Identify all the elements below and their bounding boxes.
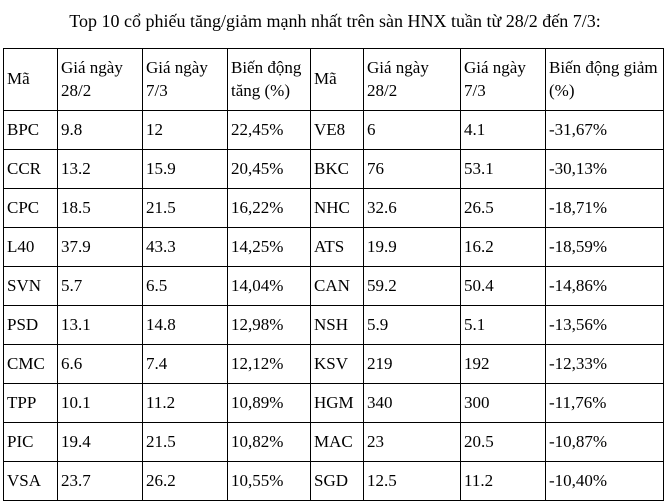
gainer-code: BPC bbox=[4, 111, 58, 150]
gainer-price-28-2: 9.8 bbox=[58, 111, 143, 150]
header-loser-change-pct: Biến động giảm (%) bbox=[546, 49, 664, 111]
table-row bbox=[4, 150, 664, 189]
loser-change-pct: -14,86% bbox=[546, 267, 664, 306]
loser-code: MAC bbox=[311, 423, 364, 462]
loser-code: SGD bbox=[311, 462, 364, 501]
loser-code: KSV bbox=[311, 345, 364, 384]
gainer-change-pct: 12,98% bbox=[228, 306, 311, 345]
gainer-code: PSD bbox=[4, 306, 58, 345]
table-row bbox=[4, 462, 664, 501]
loser-price-28-2: 5.9 bbox=[364, 306, 461, 345]
gainer-change-pct: 10,89% bbox=[228, 384, 311, 423]
gainer-code: CPC bbox=[4, 189, 58, 228]
gainer-price-28-2: 13.2 bbox=[58, 150, 143, 189]
loser-price-28-2: 23 bbox=[364, 423, 461, 462]
gainer-change-pct: 14,25% bbox=[228, 228, 311, 267]
gainer-price-28-2: 5.7 bbox=[58, 267, 143, 306]
gainer-price-7-3: 21.5 bbox=[143, 189, 228, 228]
loser-code: CAN bbox=[311, 267, 364, 306]
gainer-price-28-2: 23.7 bbox=[58, 462, 143, 501]
loser-price-7-3: 20.5 bbox=[461, 423, 546, 462]
loser-change-pct: -10,87% bbox=[546, 423, 664, 462]
header-loser-price-7-3: Giá ngày 7/3 bbox=[461, 49, 546, 111]
loser-price-28-2: 6 bbox=[364, 111, 461, 150]
loser-code: BKC bbox=[311, 150, 364, 189]
header-gainer-price-28-2: Giá ngày 28/2 bbox=[58, 49, 143, 111]
gainer-price-7-3: 21.5 bbox=[143, 423, 228, 462]
loser-change-pct: -10,40% bbox=[546, 462, 664, 501]
loser-price-7-3: 11.2 bbox=[461, 462, 546, 501]
gainer-price-7-3: 15.9 bbox=[143, 150, 228, 189]
table-row bbox=[4, 189, 664, 228]
loser-price-7-3: 4.1 bbox=[461, 111, 546, 150]
loser-price-7-3: 16.2 bbox=[461, 228, 546, 267]
gainer-change-pct: 14,04% bbox=[228, 267, 311, 306]
header-loser-price-28-2: Giá ngày 28/2 bbox=[364, 49, 461, 111]
table-row bbox=[4, 306, 664, 345]
stock-table bbox=[3, 48, 664, 501]
loser-price-7-3: 53.1 bbox=[461, 150, 546, 189]
gainer-change-pct: 16,22% bbox=[228, 189, 311, 228]
table-row bbox=[4, 228, 664, 267]
loser-code: VE8 bbox=[311, 111, 364, 150]
gainer-code: PIC bbox=[4, 423, 58, 462]
gainer-price-7-3: 26.2 bbox=[143, 462, 228, 501]
gainer-price-28-2: 13.1 bbox=[58, 306, 143, 345]
gainer-price-7-3: 6.5 bbox=[143, 267, 228, 306]
gainer-change-pct: 12,12% bbox=[228, 345, 311, 384]
header-gainer-change-pct: Biến động tăng (%) bbox=[228, 49, 311, 111]
table-row bbox=[4, 345, 664, 384]
loser-change-pct: -18,59% bbox=[546, 228, 664, 267]
table-row bbox=[4, 267, 664, 306]
loser-price-7-3: 192 bbox=[461, 345, 546, 384]
loser-change-pct: -13,56% bbox=[546, 306, 664, 345]
loser-code: NSH bbox=[311, 306, 364, 345]
loser-change-pct: -12,33% bbox=[546, 345, 664, 384]
header-row bbox=[4, 49, 664, 111]
page-title: Top 10 cổ phiếu tăng/giảm mạnh nhất trên sàn HNX tuần từ 28/2 đến 7/3: bbox=[69, 11, 601, 31]
gainer-code: CCR bbox=[4, 150, 58, 189]
gainer-change-pct: 22,45% bbox=[228, 111, 311, 150]
header-gainer-price-7-3: Giá ngày 7/3 bbox=[143, 49, 228, 111]
gainer-change-pct: 10,82% bbox=[228, 423, 311, 462]
loser-code: HGM bbox=[311, 384, 364, 423]
loser-price-7-3: 26.5 bbox=[461, 189, 546, 228]
gainer-code: SVN bbox=[4, 267, 58, 306]
gainer-price-7-3: 14.8 bbox=[143, 306, 228, 345]
gainer-change-pct: 10,55% bbox=[228, 462, 311, 501]
gainer-change-pct: 20,45% bbox=[228, 150, 311, 189]
gainer-price-28-2: 6.6 bbox=[58, 345, 143, 384]
loser-price-7-3: 50.4 bbox=[461, 267, 546, 306]
loser-price-7-3: 5.1 bbox=[461, 306, 546, 345]
gainer-price-7-3: 12 bbox=[143, 111, 228, 150]
gainer-code: CMC bbox=[4, 345, 58, 384]
gainer-price-28-2: 18.5 bbox=[58, 189, 143, 228]
gainer-price-28-2: 10.1 bbox=[58, 384, 143, 423]
header-loser-code: Mã bbox=[311, 49, 364, 111]
gainer-code: TPP bbox=[4, 384, 58, 423]
loser-change-pct: -11,76% bbox=[546, 384, 664, 423]
gainer-code: L40 bbox=[4, 228, 58, 267]
loser-price-28-2: 219 bbox=[364, 345, 461, 384]
loser-price-28-2: 19.9 bbox=[364, 228, 461, 267]
loser-code: ATS bbox=[311, 228, 364, 267]
table-row bbox=[4, 111, 664, 150]
gainer-price-7-3: 7.4 bbox=[143, 345, 228, 384]
gainer-price-7-3: 43.3 bbox=[143, 228, 228, 267]
loser-price-7-3: 300 bbox=[461, 384, 546, 423]
loser-price-28-2: 340 bbox=[364, 384, 461, 423]
gainer-code: VSA bbox=[4, 462, 58, 501]
table-row bbox=[4, 423, 664, 462]
loser-price-28-2: 32.6 bbox=[364, 189, 461, 228]
loser-code: NHC bbox=[311, 189, 364, 228]
gainer-price-28-2: 37.9 bbox=[58, 228, 143, 267]
header-gainer-code: Mã bbox=[4, 49, 58, 111]
loser-change-pct: -18,71% bbox=[546, 189, 664, 228]
loser-change-pct: -30,13% bbox=[546, 150, 664, 189]
gainer-price-28-2: 19.4 bbox=[58, 423, 143, 462]
loser-change-pct: -31,67% bbox=[546, 111, 664, 150]
loser-price-28-2: 59.2 bbox=[364, 267, 461, 306]
table-row bbox=[4, 384, 664, 423]
loser-price-28-2: 12.5 bbox=[364, 462, 461, 501]
loser-price-28-2: 76 bbox=[364, 150, 461, 189]
gainer-price-7-3: 11.2 bbox=[143, 384, 228, 423]
